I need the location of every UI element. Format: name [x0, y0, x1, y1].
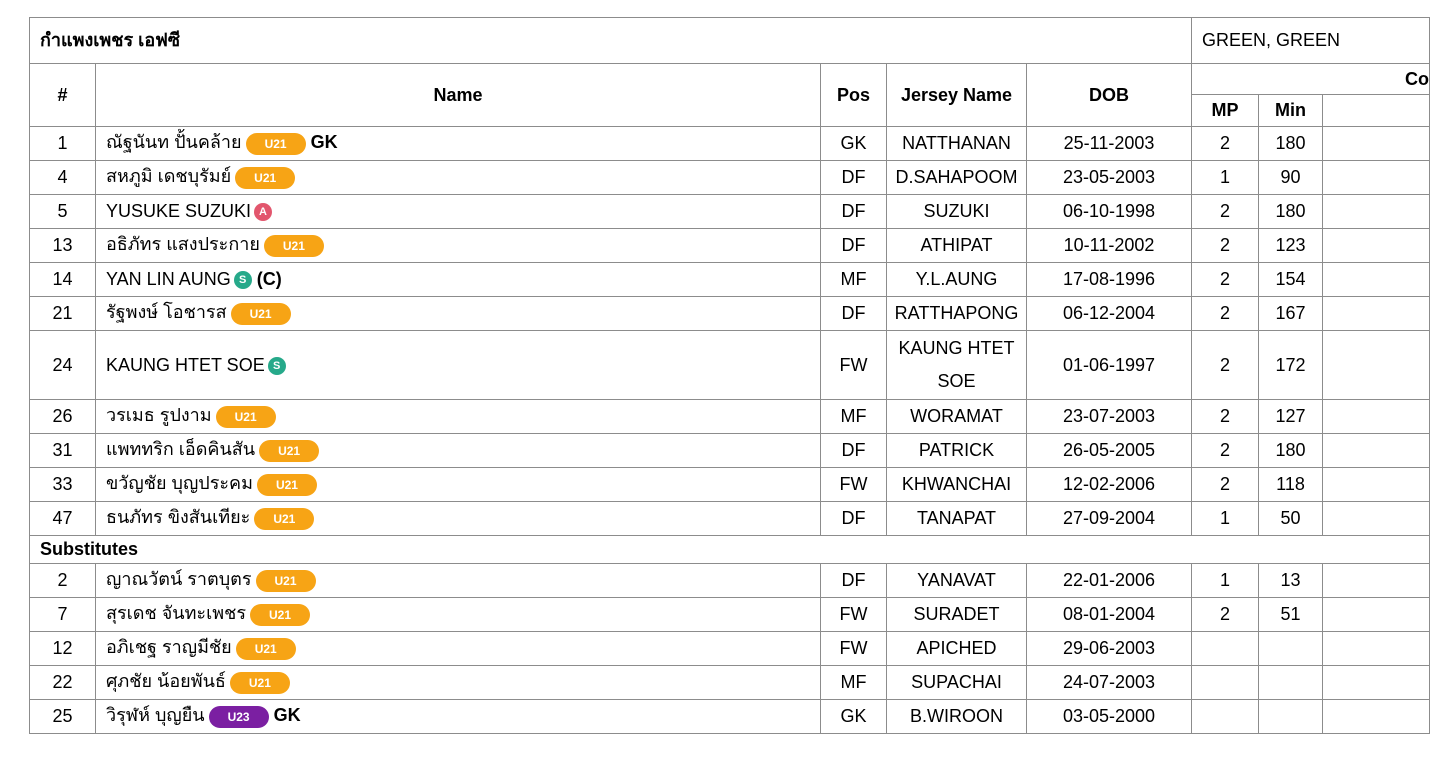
player-minutes: 172 [1259, 331, 1323, 400]
player-matches-played: 2 [1192, 195, 1259, 229]
foreign-player-icon: S [234, 271, 252, 289]
player-extra-stat [1323, 434, 1430, 468]
table-row [30, 400, 1430, 434]
player-position: DF [821, 229, 887, 263]
player-name-cell [96, 598, 821, 632]
player-name-cell [96, 400, 821, 434]
table-row [30, 666, 1430, 700]
player-name-cell [96, 564, 821, 598]
player-position: DF [821, 434, 887, 468]
player-number: 24 [30, 331, 96, 400]
player-position: DF [821, 564, 887, 598]
player-number: 31 [30, 434, 96, 468]
player-extra-stat [1323, 564, 1430, 598]
player-extra-stat [1323, 632, 1430, 666]
player-dob: 03-05-2000 [1027, 700, 1192, 734]
player-position: MF [821, 263, 887, 297]
player-name-cell [96, 468, 821, 502]
table-row [30, 229, 1430, 263]
player-dob: 26-05-2005 [1027, 434, 1192, 468]
substitutes-row [30, 536, 1430, 564]
header-name: Name [96, 64, 821, 127]
player-matches-played [1192, 632, 1259, 666]
player-name-cell [96, 195, 821, 229]
header-minutes: Min [1259, 95, 1323, 127]
player-jersey-name: TANAPAT [887, 502, 1027, 536]
header-extra [1323, 95, 1430, 127]
player-minutes: 90 [1259, 161, 1323, 195]
player-minutes: 123 [1259, 229, 1323, 263]
player-matches-played: 1 [1192, 564, 1259, 598]
age-badge: U21 [264, 235, 324, 257]
player-name: สุรเดช จันทะเพชร [106, 603, 247, 624]
player-extra-stat [1323, 195, 1430, 229]
player-number: 26 [30, 400, 96, 434]
player-jersey-name: KHWANCHAI [887, 468, 1027, 502]
player-dob: 12-02-2006 [1027, 468, 1192, 502]
age-badge: U21 [254, 508, 314, 530]
age-badge: U21 [230, 672, 290, 694]
table-row [30, 598, 1430, 632]
table-row [30, 127, 1430, 161]
player-number: 33 [30, 468, 96, 502]
table-row [30, 564, 1430, 598]
player-name: YAN LIN AUNG [106, 269, 231, 289]
player-extra-stat [1323, 700, 1430, 734]
player-dob: 06-12-2004 [1027, 297, 1192, 331]
player-minutes: 180 [1259, 127, 1323, 161]
player-position: FW [821, 468, 887, 502]
age-badge: U21 [231, 303, 291, 325]
player-extra-stat [1323, 666, 1430, 700]
player-name: ธนภัทร ขิงสันเทียะ [106, 507, 251, 528]
player-matches-played: 2 [1192, 229, 1259, 263]
team-colors: GREEN, GREEN [1192, 18, 1430, 64]
player-name-cell [96, 331, 821, 400]
player-matches-played: 2 [1192, 331, 1259, 400]
table-row [30, 700, 1430, 734]
player-dob: 10-11-2002 [1027, 229, 1192, 263]
player-jersey-name: PATRICK [887, 434, 1027, 468]
player-extra-stat [1323, 229, 1430, 263]
player-position: FW [821, 632, 887, 666]
player-extra-stat [1323, 161, 1430, 195]
table-row [30, 195, 1430, 229]
player-jersey-name: SUZUKI [887, 195, 1027, 229]
player-number: 13 [30, 229, 96, 263]
player-name: ศุภชัย น้อยพันธ์ [106, 671, 226, 692]
player-position: GK [821, 700, 887, 734]
player-dob: 23-05-2003 [1027, 161, 1192, 195]
player-minutes: 118 [1259, 468, 1323, 502]
header-matches-played: MP [1192, 95, 1259, 127]
header-jersey-name: Jersey Name [887, 64, 1027, 127]
player-minutes [1259, 632, 1323, 666]
player-name-cell [96, 297, 821, 331]
player-name: วรเมธ รูปงาม [106, 405, 212, 426]
player-name: แพททริก เอ็ดคินสัน [106, 439, 256, 460]
player-jersey-name: Y.L.AUNG [887, 263, 1027, 297]
player-name: สหภูมิ เดชบุรัมย์ [106, 166, 232, 187]
player-number: 22 [30, 666, 96, 700]
player-name: KAUNG HTET SOE [106, 354, 265, 375]
team-name: กำแพงเพชร เอฟซี [30, 18, 1192, 64]
player-jersey-name: YANAVAT [887, 564, 1027, 598]
player-matches-played: 1 [1192, 161, 1259, 195]
player-matches-played: 2 [1192, 400, 1259, 434]
player-name: อธิภัทร แสงประกาย [106, 234, 260, 255]
age-badge: U21 [236, 638, 296, 660]
player-dob: 23-07-2003 [1027, 400, 1192, 434]
player-number: 25 [30, 700, 96, 734]
player-position: FW [821, 598, 887, 632]
player-jersey-name: ATHIPAT [887, 229, 1027, 263]
player-dob: 01-06-1997 [1027, 331, 1192, 400]
player-number: 7 [30, 598, 96, 632]
player-minutes [1259, 666, 1323, 700]
player-extra-stat [1323, 263, 1430, 297]
player-minutes: 50 [1259, 502, 1323, 536]
player-matches-played: 2 [1192, 434, 1259, 468]
age-badge: U21 [257, 474, 317, 496]
player-name-cell [96, 263, 821, 297]
age-badge: U23 [209, 706, 269, 728]
player-dob: 25-11-2003 [1027, 127, 1192, 161]
player-number: 2 [30, 564, 96, 598]
player-extra-stat [1323, 598, 1430, 632]
player-name-cell [96, 666, 821, 700]
player-minutes [1259, 700, 1323, 734]
player-name: รัฐพงษ์ โอชารส [106, 302, 227, 323]
player-jersey-name: SURADET [887, 598, 1027, 632]
player-name-cell [96, 434, 821, 468]
foreign-player-icon: A [254, 203, 272, 221]
player-jersey-name: KAUNG HTET SOE [887, 331, 1027, 400]
player-suffix: (C) [256, 269, 282, 289]
age-badge: U21 [246, 133, 306, 155]
player-jersey-name: D.SAHAPOOM [887, 161, 1027, 195]
age-badge: U21 [250, 604, 310, 626]
player-name: ญาณวัตน์ ราตบุตร [106, 569, 252, 590]
player-jersey-name: B.WIROON [887, 700, 1027, 734]
player-extra-stat [1323, 127, 1430, 161]
player-position: DF [821, 195, 887, 229]
player-minutes: 13 [1259, 564, 1323, 598]
table-row [30, 161, 1430, 195]
player-number: 5 [30, 195, 96, 229]
player-extra-stat [1323, 468, 1430, 502]
substitutes-label: Substitutes [30, 536, 1430, 564]
player-matches-played: 1 [1192, 502, 1259, 536]
player-dob: 24-07-2003 [1027, 666, 1192, 700]
age-badge: U21 [256, 570, 316, 592]
player-number: 21 [30, 297, 96, 331]
player-dob: 27-09-2004 [1027, 502, 1192, 536]
player-minutes: 51 [1259, 598, 1323, 632]
squad-table [29, 17, 1430, 734]
player-dob: 08-01-2004 [1027, 598, 1192, 632]
player-position: MF [821, 666, 887, 700]
player-matches-played [1192, 666, 1259, 700]
player-number: 1 [30, 127, 96, 161]
player-minutes: 154 [1259, 263, 1323, 297]
player-suffix: GK [273, 705, 301, 726]
player-matches-played: 2 [1192, 263, 1259, 297]
player-position: DF [821, 161, 887, 195]
player-minutes: 127 [1259, 400, 1323, 434]
player-name-cell [96, 502, 821, 536]
player-name: อภิเชฐ ราญมีชัย [106, 637, 232, 658]
player-name-cell [96, 632, 821, 666]
player-dob: 22-01-2006 [1027, 564, 1192, 598]
table-row [30, 632, 1430, 666]
player-position: GK [821, 127, 887, 161]
player-minutes: 167 [1259, 297, 1323, 331]
player-position: DF [821, 502, 887, 536]
table-row [30, 502, 1430, 536]
player-dob: 06-10-1998 [1027, 195, 1192, 229]
player-matches-played: 2 [1192, 127, 1259, 161]
player-matches-played: 2 [1192, 468, 1259, 502]
player-position: DF [821, 297, 887, 331]
player-number: 14 [30, 263, 96, 297]
player-name: ณัฐนันท ปั้นคล้าย [106, 132, 242, 153]
player-extra-stat [1323, 502, 1430, 536]
player-position: MF [821, 400, 887, 434]
player-jersey-name: APICHED [887, 632, 1027, 666]
table-row [30, 331, 1430, 400]
header-position: Pos [821, 64, 887, 127]
player-number: 12 [30, 632, 96, 666]
player-name: ขวัญชัย บุญประคม [106, 473, 253, 494]
age-badge: U21 [216, 406, 276, 428]
player-name-cell [96, 127, 821, 161]
player-matches-played [1192, 700, 1259, 734]
player-suffix: GK [310, 132, 338, 153]
player-extra-stat [1323, 297, 1430, 331]
table-row [30, 434, 1430, 468]
player-number: 47 [30, 502, 96, 536]
age-badge: U21 [259, 440, 319, 462]
table-row [30, 468, 1430, 502]
player-name-cell [96, 700, 821, 734]
header-competition-group: Co [1192, 64, 1430, 95]
player-jersey-name: SUPACHAI [887, 666, 1027, 700]
player-jersey-name: RATTHAPONG [887, 297, 1027, 331]
header-dob: DOB [1027, 64, 1192, 127]
player-extra-stat [1323, 400, 1430, 434]
player-matches-played: 2 [1192, 598, 1259, 632]
header-number: # [30, 64, 96, 127]
player-name: YUSUKE SUZUKI [106, 201, 252, 221]
player-extra-stat [1323, 331, 1430, 400]
player-jersey-name: WORAMAT [887, 400, 1027, 434]
player-dob: 17-08-1996 [1027, 263, 1192, 297]
player-number: 4 [30, 161, 96, 195]
age-badge: U21 [235, 167, 295, 189]
player-minutes: 180 [1259, 195, 1323, 229]
player-name-cell [96, 161, 821, 195]
player-jersey-name: NATTHANAN [887, 127, 1027, 161]
player-name: วิรุฬห์ บุญยืน [106, 705, 205, 726]
table-row [30, 263, 1430, 297]
squad-body [30, 127, 1430, 734]
player-minutes: 180 [1259, 434, 1323, 468]
player-position: FW [821, 331, 887, 400]
table-row [30, 297, 1430, 331]
player-name-cell [96, 229, 821, 263]
foreign-player-icon: S [268, 357, 286, 375]
player-matches-played: 2 [1192, 297, 1259, 331]
player-dob: 29-06-2003 [1027, 632, 1192, 666]
